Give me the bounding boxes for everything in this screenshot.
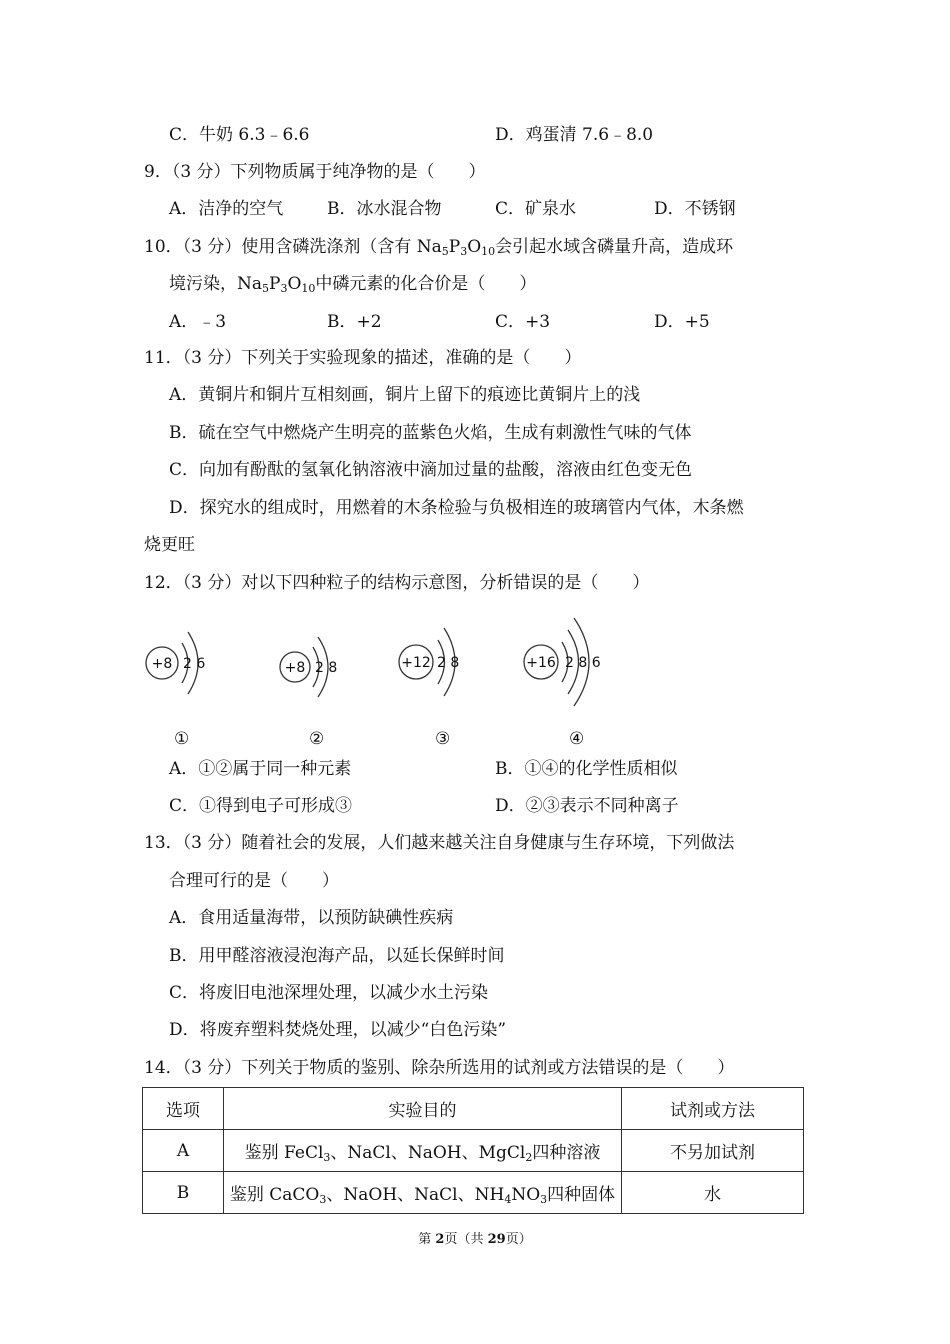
row-b-method: 水 [622,1172,804,1214]
q14-table [142,1087,804,1214]
q9-stem: 9．（3 分）下列物质属于纯净物的是（ ） [144,162,486,182]
header-method: 试剂或方法 [622,1088,804,1130]
q13-option-d: D．将废弃塑料焚烧处理，以减少“白色污染” [169,1020,507,1040]
table-row [143,1172,804,1214]
q8-option-d: D．鸡蛋清 7.6﹣8.0 [495,125,654,145]
page-footer: 第 2页（共 29页） [418,1232,532,1247]
q11-option-a: A．黄铜片和铜片互相刻画，铜片上留下的痕迹比黄铜片上的浅 [169,385,641,405]
row-b-option: B [143,1172,224,1214]
q13-option-b: B．用甲醛溶液浸泡海产品，以延长保鲜时间 [169,946,505,966]
particle-2-shells: 2 8 [315,660,338,676]
table-header-row [143,1088,804,1130]
q13-stem-line-2: 合理可行的是（ ） [169,871,339,891]
q13-option-a: A．食用适量海带，以预防缺碘性疾病 [169,908,454,928]
particle-1-label: ① [174,729,190,749]
particle-3-shells: 2 8 [437,655,460,671]
q10-line-2: 境污染，$Na_5P_3O_{10}$中磷元素的化合价是（ ） [169,274,537,295]
particle-3-nucleus: +12 [401,655,431,671]
header-option: 选项 [143,1088,224,1130]
header-purpose: 实验目的 [224,1088,622,1130]
table-row [143,1130,804,1172]
particle-4-shells: 2 8 6 [565,655,601,671]
q14-stem: 14．（3 分）下列关于物质的鉴别、除杂所选用的试剂或方法错误的是（ ） [144,1058,735,1078]
q9-option-a: A．洁净的空气 [169,199,284,219]
q13-stem-line-1: 13．（3 分）随着社会的发展，人们越来越关注自身健康与生存环境，下列做法 [144,833,735,853]
q10-option-a: A．﹣3 [169,312,227,332]
row-a-method: 不另加试剂 [622,1130,804,1172]
q9-option-c: C．矿泉水 [495,199,577,219]
q12-option-b: B．①④的化学性质相似 [495,759,678,779]
q10-option-d: D．+5 [654,312,710,332]
particle-diagrams [0,610,950,760]
particle-2-label: ② [309,729,325,749]
q11-option-c: C．向加有酚酞的氢氧化钠溶液中滴加过量的盐酸，溶液由红色变无色 [169,460,693,480]
q8-option-c: C．牛奶 6.3﹣6.6 [169,125,310,145]
q12-option-c: C．①得到电子可形成③ [169,796,353,816]
q11-option-d-line-2: 烧更旺 [144,535,195,555]
q10-option-b: B．+2 [327,312,382,332]
particle-4-label: ④ [569,729,585,749]
q11-stem: 11．（3 分）下列关于实验现象的描述，准确的是（ ） [144,348,582,368]
q10-line-1: 10．（3 分）使用含磷洗涤剂（含有 $Na_5P_3O_{10}$会引起水域含磷量升高，造成环 [144,237,734,258]
particle-3-label: ③ [435,729,451,749]
q9-option-b: B．冰水混合物 [327,199,442,219]
q13-option-c: C．将废旧电池深埋处理，以减少水土污染 [169,983,489,1003]
particle-1-shells: 2 6 [183,656,206,672]
row-b-purpose: 鉴别 CaCO$_3$、NaOH、NaCl、$NH_4NO_3$四种固体 [224,1172,622,1214]
q12-option-a: A．①②属于同一种元素 [169,759,352,779]
particle-1-nucleus: +8 [151,656,173,672]
q10-option-c: C．+3 [495,312,551,332]
row-a-purpose: 鉴别 FeCl$_3$、NaCl、NaOH、MgCl$_2$四种溶液 [224,1130,622,1172]
particle-4-nucleus: +16 [526,655,556,671]
q12-option-d: D．②③表示不同种离子 [495,796,679,816]
particle-2-nucleus: +8 [284,660,306,676]
q9-option-d: D．不锈钢 [654,199,736,219]
q11-option-d-line-1: D．探究水的组成时，用燃着的木条检验与负极相连的玻璃管内气体，木条燃 [169,498,744,518]
q12-stem: 12．（3 分）对以下四种粒子的结构示意图，分析错误的是（ ） [144,573,650,593]
row-a-option: A [143,1130,224,1172]
q11-option-b: B．硫在空气中燃烧产生明亮的蓝紫色火焰，生成有刺激性气味的气体 [169,423,692,443]
